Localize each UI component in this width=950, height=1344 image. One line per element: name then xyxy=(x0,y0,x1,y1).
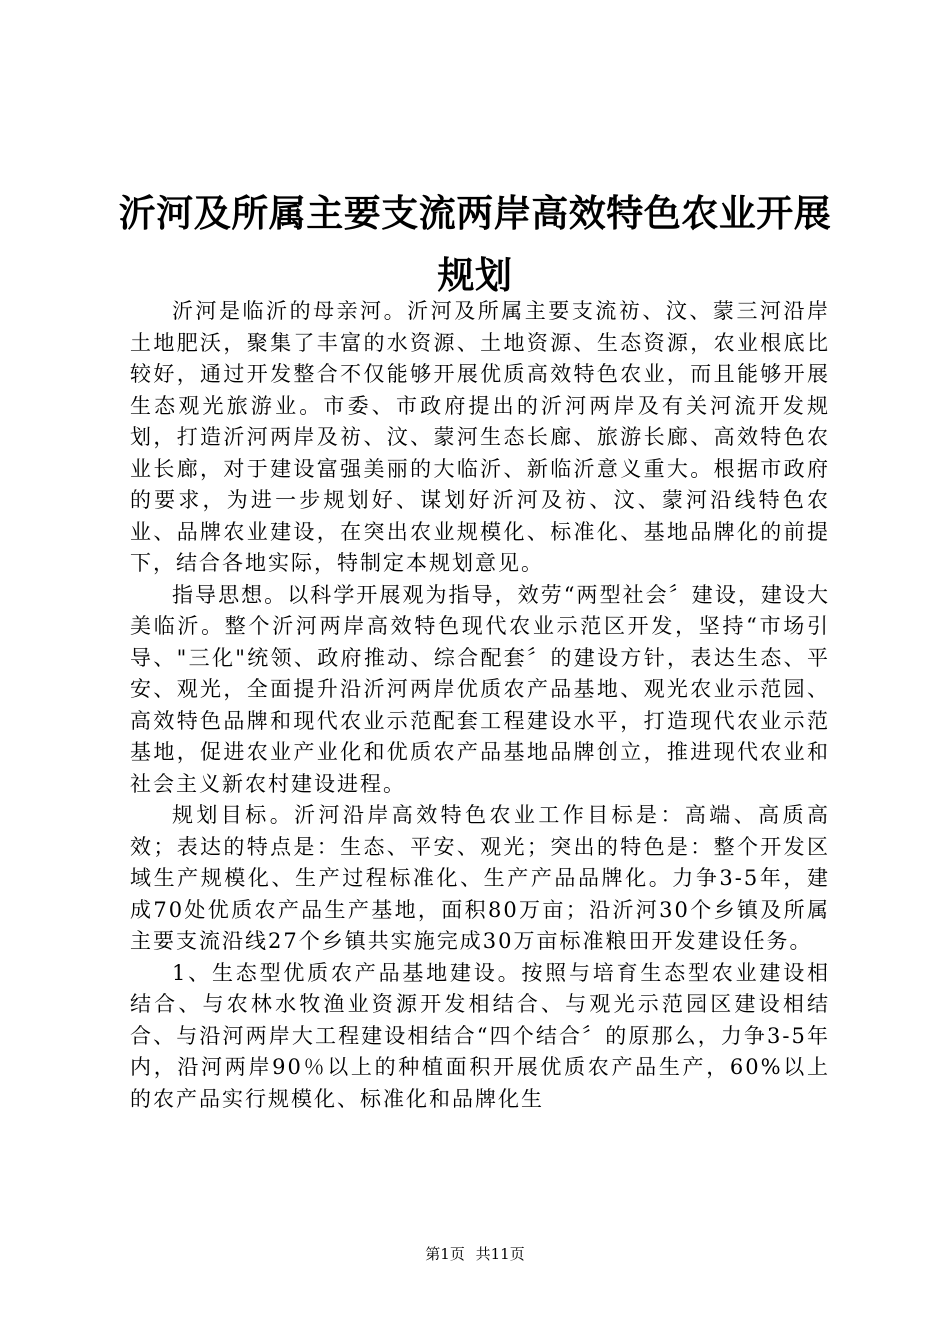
paragraph: 规划目标。沂河沿岸高效特色农业工作目标是：高端、高质高效；表达的特点是：生态、平安、观光；突出的特色是：整个开发区域生产规模化、生产过程标准化、生产产品品牌化。力争3-5年，建成70处优质农产品生产基地，面积80万亩；沿沂河30个乡镇及所属主要支流沿线27个乡镇共实施完成30万亩标准粮田开发建设任务。 xyxy=(130,803,830,953)
paragraph: 指导思想。以科学开展观为指导，效劳“两型社会〞建设，建设大美临沂。整个沂河两岸高效特色现代农业示范区开发，坚持“市场引导、"三化"统领、政府推动、综合配套〞的建设方针，表达生态、平安、观光，全面提升沿沂河两岸优质农产品基地、观光农业示范园、高效特色品牌和现代农业示范配套工程建设水平，打造现代农业示范基地，促进农业产业化和优质农产品基地品牌创立，推进现代农业和社会主义新农村建设进程。 xyxy=(130,582,830,796)
document-body xyxy=(130,296,830,1115)
page-number: 第1页 xyxy=(425,1245,465,1263)
page-total: 共11页 xyxy=(475,1245,525,1263)
paragraph: 沂河是临沂的母亲河。沂河及所属主要支流祊、汶、蒙三河沿岸土地肥沃，聚集了丰富的水资源、土地资源、生态资源，农业根底比较好，通过开发整合不仅能够开展优质高效特色农业，而且能够开展生态观光旅游业。市委、市政府提出的沂河两岸及有关河流开发规划，打造沂河两岸及祊、汶、蒙河生态长廊、旅游长廊、高效特色农业长廊，对于建设富强美丽的大临沂、新临沂意义重大。根据市政府的要求，为进一步规划好、谋划好沂河及祊、汶、蒙河沿线特色农业、品牌农业建设，在突出农业规模化、标准化、基地品牌化的前提下，结合各地实际，特制定本规划意见。 xyxy=(130,299,830,575)
paragraph: 1、生态型优质农产品基地建设。按照与培育生态型农业建设相结合、与农林水牧渔业资源开发相结合、与观光示范园区建设相结合、与沿河两岸大工程建设相结合“四个结合〞的原那么，力争3-5年内，沿河两岸90％以上的种植面积开展优质农产品生产，60%以上的农产品实行规模化、标准化和品牌化生 xyxy=(130,960,830,1111)
page-footer xyxy=(0,1244,950,1264)
document-title: 沂河及所属主要支流两岸高效特色农业开展规划 xyxy=(118,191,832,297)
